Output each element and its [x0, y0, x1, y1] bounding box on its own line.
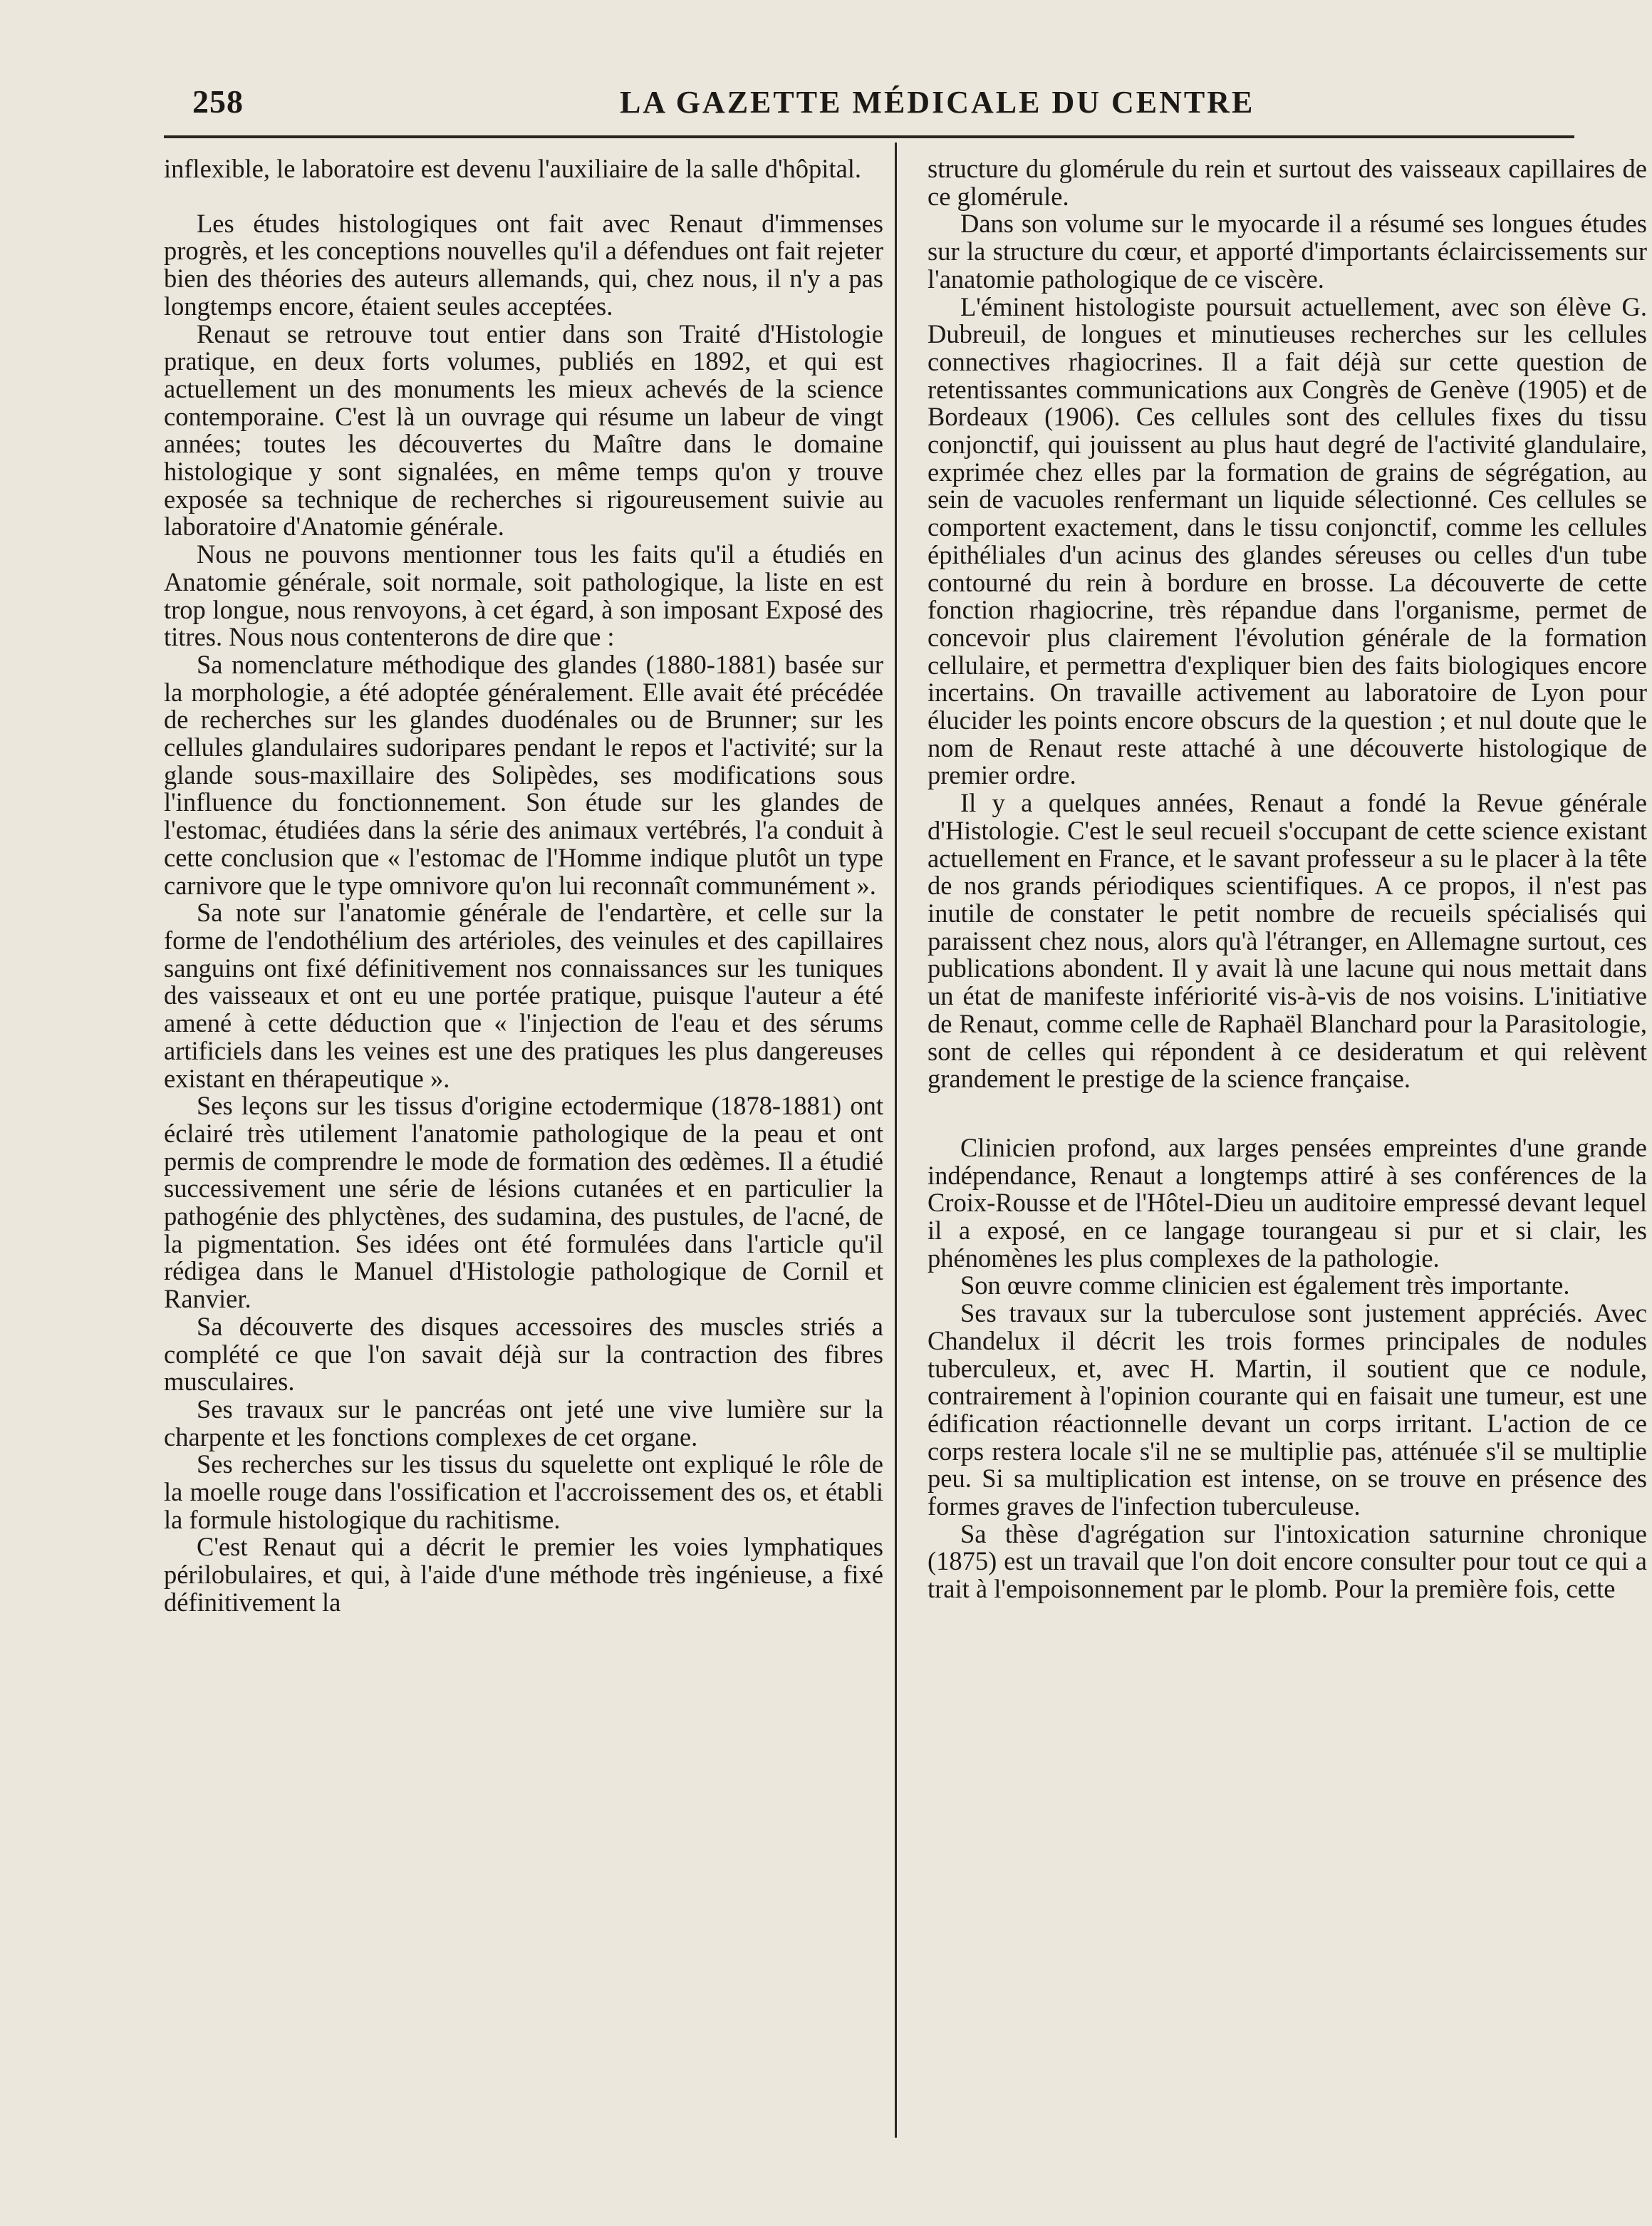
paragraph: Nous ne pouvons mentionner tous les faits qu'il a étudiés en Anatomie générale, soit normale, soit pathologique, la liste en est trop longue, nous renvoyons, à cet égard, à son imposant Exposé des titres. Nous nous contenterons de dire que :	[164, 539, 883, 652]
journal-title: LA GAZETTE MÉDICALE DU CENTRE	[620, 85, 1255, 120]
paragraph: Il y a quelques années, Renaut a fondé la Revue générale d'Histologie. C'est le seul recueil s'occupant de cette science existant actuellement en France, et le savant professeur a su le placer à la tête de nos grands périodiques scientifiques. A ce propos, il n'est pas inutile de constater le petit nombre de recueils spécialisés qui paraissent chez nous, alors qu'à l'étranger, en Allemagne surtout, ces publications abondent. Il y avait là une lacune qui nous mettait dans un état de manifeste infériorité vis-à-vis de nos voisins. L'initiative de Renaut, comme celle de Raphaël Blanchard pour la Parasitologie, sont de celles qui répondent à ce desideratum et qui relèvent grandement le prestige de la science française.	[928, 788, 1647, 1094]
paragraph: Les études histologiques ont fait avec Renaut d'immenses progrès, et les conceptions nouvelles qu'il a défendues ont fait rejeter bien des théories des auteurs allemands, qui, chez nous, il n'y a pas longtemps encore, étaient seules acceptées.	[164, 208, 883, 321]
paragraph: Sa note sur l'anatomie générale de l'endartère, et celle sur la forme de l'endothélium des artérioles, des veinules et des capillaires sanguins ont fixé définitivement nos connaissances sur les tuniques des vaisseaux et ont eu une portée pratique, puisque l'auteur a été amené à cette déduction que « l'injection de l'eau et des sérums artificiels dans les veines est une des pratiques les plus dangereuses existant en thérapeutique ».	[164, 898, 883, 1093]
paragraph: inflexible, le laboratoire est devenu l'auxiliaire de la salle d'hôpital.	[164, 154, 862, 183]
paragraph: Ses travaux sur la tuberculose sont justement appréciés. Avec Chandelux il décrit les trois formes principales de nodules tuberculeux, et, avec H. Martin, il soutient que ce nodule, contrairement à l'opinion courante qui en faisait une tumeur, est une édification réactionnelle devant un corps irritant. L'action de ce corps restera locale s'il ne se multiplie pas, atténuée s'il se multiplie peu. Si sa multiplication est intense, on se trouve en présence des formes graves de l'infection tuberculeuse.	[928, 1298, 1647, 1521]
paragraph: Ses recherches sur les tissus du squelette ont expliqué le rôle de la moelle rouge dans l'ossification et l'accroissement des os, et établi la formule histologique du rachitisme.	[164, 1449, 883, 1534]
paragraph: Sa thèse d'agrégation sur l'intoxication saturnine chronique (1875) est un travail que l'on doit encore consulter pour tout ce qui a trait à l'empoisonnement par le plomb. Pour la première fois, cette	[928, 1518, 1647, 1604]
paragraph: Son œuvre comme clinicien est également très importante.	[960, 1270, 1570, 1300]
paragraph: Clinicien profond, aux larges pensées empreintes d'une grande indépendance, Renaut a longtemps attiré à ses conférences de la Croix-Rousse et de l'Hôtel-Dieu un auditoire empressé devant lequel il a exposé, en ce langage tourangeau si pur et si clair, les phénomènes les plus complexes de la pathologie.	[928, 1132, 1647, 1273]
paragraph: Dans son volume sur le myocarde il a résumé ses longues études sur la structure du cœur, et apporté d'importants éclaircissements sur l'anatomie pathologique de ce viscère.	[928, 209, 1647, 294]
right-column	[928, 155, 1647, 1603]
paragraph: C'est Renaut qui a décrit le premier les voies lymphatiques périlobulaires, et qui, à l'aide d'une méthode très ingénieuse, a fixé définitivement la	[164, 1532, 883, 1617]
paragraph: Ses leçons sur les tissus d'origine ectodermique (1878-1881) ont éclairé très utilement l'anatomie pathologique de la peau et ont permis de comprendre le mode de formation des œdèmes. Il a étudié successivement une série de lésions cutanées et en particulier la pathogénie des phlyctènes, des sudamina, des pustules, de l'acné, de la pigmentation. Ses idées ont été formulées dans l'article qu'il rédigea dans le Manuel d'Histologie pathologique de Cornil et Ranvier.	[164, 1091, 883, 1314]
paragraph: Sa découverte des disques accessoires des muscles striés a complété ce que l'on savait déjà sur la contraction des fibres musculaires.	[164, 1311, 883, 1397]
page-header	[164, 78, 1574, 138]
page-number: 258	[192, 83, 244, 120]
paragraph: Sa nomenclature méthodique des glandes (1880-1881) basée sur la morphologie, a été adoptée généralement. Elle avait été précédée de recherches sur les glandes duodénales ou de Brunner; sur les cellules glandulaires sudoripares pendant le repos et l'activité; sur la glande sous-maxillaire des Solipèdes, ses modifications sous l'influence du fonctionnement. Son étude sur les glandes de l'estomac, étudiées dans la série des animaux vertébrés, l'a conduit à cette conclusion que « l'estomac de l'Homme indique plutôt un type carnivore que le type omnivore qu'on lui reconnaît communément ».	[164, 649, 883, 900]
column-divider	[895, 143, 897, 2138]
paragraph: structure du glomérule du rein et surtout des vaisseaux capillaires de ce glomérule.	[928, 154, 1647, 211]
paragraph: Ses travaux sur le pancréas ont jeté une vive lumière sur la charpente et les fonctions complexes de cet organe.	[164, 1394, 883, 1451]
paragraph: Renaut se retrouve tout entier dans son Traité d'Histologie pratique, en deux forts volumes, publiés en 1892, et qui est actuellement un des monuments les mieux achevés de la science contemporaine. C'est là un ouvrage qui résume un labeur de vingt années; toutes les découvertes du Maître dans le domaine histologique y sont signalées, en même temps qu'on y trouve exposée sa technique de recherches si rigoureusement suivie au laboratoire d'Anatomie générale.	[164, 319, 883, 542]
paragraph: L'éminent histologiste poursuit actuellement, avec son élève G. Dubreuil, de longues et minutieuses recherches sur les cellules connectives rhagiocrines. Il a fait déjà sur cette question de retentissantes communications aux Congrès de Genève (1905) et de Bordeaux (1906). Ces cellules sont des cellules fixes du tissu conjonctif, qui jouissent au plus haut degré de l'activité glandulaire, exprimée chez elles par la formation de grains de ségrégation, au sein de vacuoles renfermant un liquide sélectionné. Ces cellules se comportent exactement, dans le tissu conjonctif, comme les cellules épithéliales d'un acinus des glandes séreuses ou celles d'un tube contourné du rein à bordure en brosse. La découverte de cette fonction rhagiocrine, très répandue dans l'organisme, permet de concevoir plus clairement l'évolution générale de la formation cellulaire, et permettra d'expliquer bien des faits biologiques encore incertains. On travaille activement au laboratoire de Lyon pour élucider les points encore obscurs de la question ; et nul doute que le nom de Renaut reste attaché à une découverte histologique de premier ordre.	[928, 291, 1647, 790]
left-column	[164, 155, 883, 1617]
